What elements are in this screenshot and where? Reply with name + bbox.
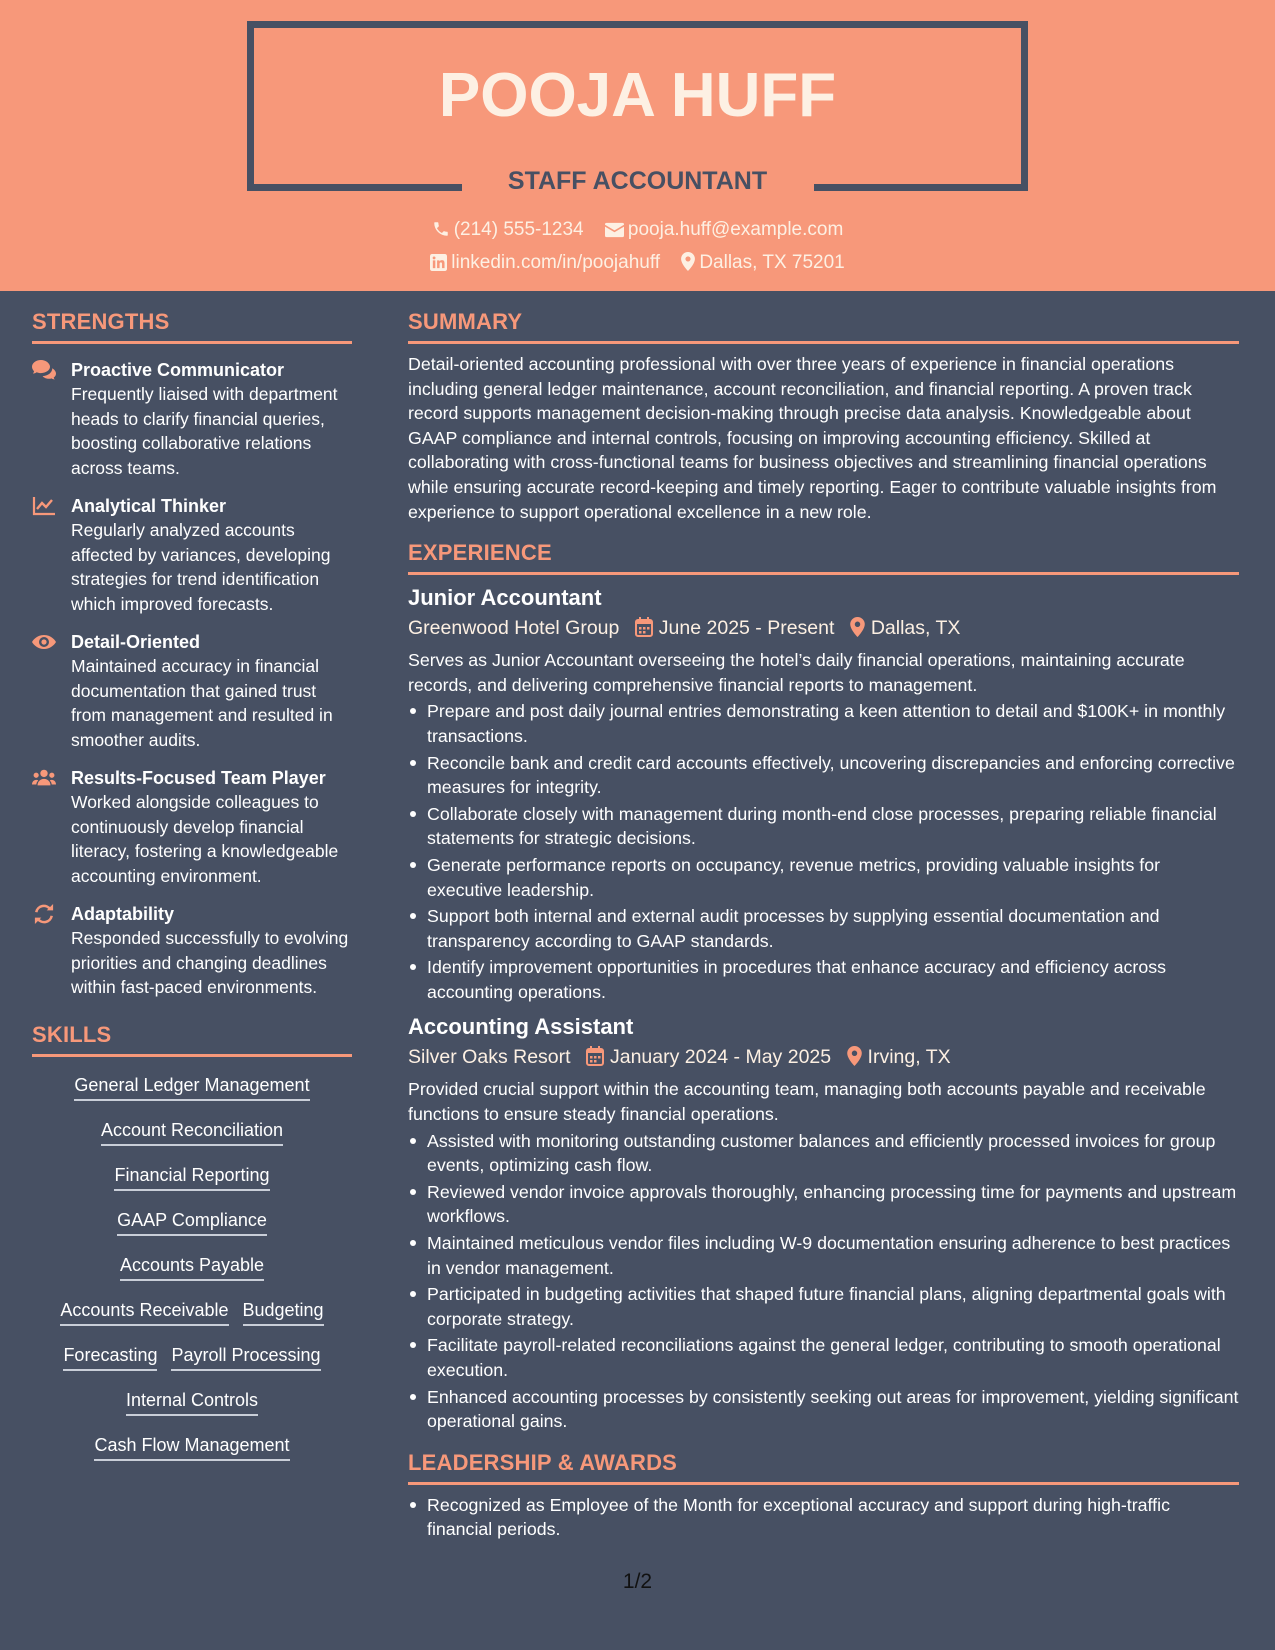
linkedin-icon <box>430 254 447 271</box>
job-company: Silver Oaks Resort <box>408 1046 571 1069</box>
strength-title: Proactive Communicator <box>71 360 285 380</box>
strengths-heading: STRENGTHS <box>32 309 170 334</box>
contact-row-1 <box>0 219 1275 241</box>
summary-rule <box>408 341 1239 344</box>
resume-header <box>0 0 1275 291</box>
job-bullets <box>408 1129 1239 1434</box>
job-dates: June 2025 - Present <box>658 617 835 640</box>
list-item: Participated in budgeting activities that shaped future financial plans, aligning departmental goals with corporate strategy. <box>408 1282 1239 1331</box>
map-marker-icon <box>681 252 695 271</box>
map-marker-icon <box>850 617 865 637</box>
strength-title: Detail-Oriented <box>71 632 201 652</box>
job-location: Dallas, TX <box>870 617 961 640</box>
skill-tag: Forecasting <box>63 1345 157 1371</box>
job-summary: Serves as Junior Accountant overseeing the hotel’s daily financial operations, maintaining accurate records, and delivering comprehensive financial reports to management. <box>408 650 1185 695</box>
calendar-icon <box>586 1046 604 1066</box>
leadership-rule <box>408 1482 1239 1485</box>
job-summary: Provided crucial support within the accounting team, managing both accounts payable and receivable functions to ensure steady financial operations. <box>408 1079 1206 1125</box>
phone-contact[interactable] <box>432 219 584 241</box>
map-marker-icon <box>847 1046 862 1066</box>
skill-tag: Financial Reporting <box>114 1165 269 1191</box>
job-meta <box>408 1046 1239 1069</box>
job-title: Junior Accountant <box>408 585 602 611</box>
list-item: Reconcile bank and credit card accounts effectively, uncovering discrepancies and enforcing corrective measures for integrity. <box>408 751 1239 800</box>
job-title: Accounting Assistant <box>408 1014 634 1040</box>
strength-title: Adaptability <box>71 904 175 924</box>
page-number: 1/2 <box>622 1570 653 1593</box>
skills-list <box>32 1075 352 1480</box>
list-item: Prepare and post daily journal entries demonstrating a keen attention to detail and $100K+ in monthly transactions. <box>408 699 1239 748</box>
skill-tag: Accounts Payable <box>120 1255 264 1281</box>
phone-icon <box>432 220 450 238</box>
location-contact <box>681 252 844 274</box>
strength-desc: Worked alongside colleagues to continuously develop financial literacy, fostering a knowledgeable accounting environment. <box>71 792 339 886</box>
strength-item <box>32 494 352 616</box>
skill-tag: Payroll Processing <box>171 1345 320 1371</box>
list-item: Enhanced accounting processes by consistently seeking out areas for improvement, yielding significant operational gains. <box>408 1385 1239 1434</box>
phone-text: (214) 555-1234 <box>453 219 584 240</box>
job-company: Greenwood Hotel Group <box>408 617 620 640</box>
skill-tag: Accounts Receivable <box>60 1300 228 1326</box>
job-location: Irving, TX <box>867 1046 951 1069</box>
strength-title: Analytical Thinker <box>71 496 227 516</box>
eye-icon <box>32 632 56 652</box>
comments-icon <box>32 360 56 380</box>
skills-heading: SKILLS <box>32 1021 112 1047</box>
list-item: Recognized as Employee of the Month for exceptional accuracy and support during high-traffic financial periods. <box>408 1493 1239 1542</box>
contact-row-2 <box>0 252 1275 274</box>
chart-line-icon <box>32 496 56 516</box>
candidate-role: STAFF ACCOUNTANT <box>507 167 768 195</box>
strengths-rule <box>32 341 352 344</box>
linkedin-text: linkedin.com/in/poojahuff <box>451 252 661 273</box>
strength-desc: Responded successfully to evolving priorities and changing deadlines within fast-paced environments. <box>71 928 349 997</box>
calendar-icon <box>635 617 653 637</box>
skills-rule <box>32 1054 352 1057</box>
list-item: Maintained meticulous vendor files including W-9 documentation ensuring adherence to best practices in vendor management. <box>408 1231 1239 1280</box>
strength-item <box>32 358 352 480</box>
list-item: Generate performance reports on occupancy, revenue metrics, providing valuable insights for executive leadership. <box>408 853 1239 902</box>
envelope-icon <box>605 222 624 238</box>
skill-tag: Cash Flow Management <box>94 1435 289 1461</box>
job-meta <box>408 617 1239 640</box>
strength-item <box>32 630 352 752</box>
experience-rule <box>408 572 1239 575</box>
leadership-heading: LEADERSHIP & AWARDS <box>408 1449 678 1475</box>
strength-item <box>32 902 352 1000</box>
right-column <box>408 291 1239 1542</box>
list-item: Support both internal and external audit processes by supplying essential documentation and transparency according to GAAP standards. <box>408 904 1239 953</box>
list-item: Reviewed vendor invoice approvals thoroughly, enhancing processing time for payments and upstream workflows. <box>408 1180 1239 1229</box>
list-item: Facilitate payroll-related reconciliations against the general ledger, contributing to smooth operational execution. <box>408 1333 1239 1382</box>
list-item: Identify improvement opportunities in procedures that enhance accuracy and efficiency across accounting operations. <box>408 955 1239 1004</box>
location-text: Dallas, TX 75201 <box>699 252 845 273</box>
skill-tag: Account Reconciliation <box>101 1120 283 1146</box>
skill-tag: Internal Controls <box>126 1390 258 1416</box>
email-contact[interactable] <box>605 219 843 241</box>
email-text: pooja.huff@example.com <box>627 219 844 240</box>
list-item: Assisted with monitoring outstanding customer balances and efficiently processed invoices for group events, optimizing cash flow. <box>408 1129 1239 1178</box>
job-bullets <box>408 699 1239 1004</box>
summary-heading: SUMMARY <box>408 309 523 334</box>
job-entry <box>408 585 1239 1004</box>
candidate-name: POOJA HUFF <box>438 61 837 130</box>
strength-desc: Maintained accuracy in financial documentation that gained trust from management and resulted in smoother audits. <box>71 656 333 750</box>
skill-tag: General Ledger Management <box>74 1075 309 1101</box>
strength-desc: Frequently liaised with department heads to clarify financial queries, boosting collaborative relations across teams. <box>71 384 338 478</box>
experience-heading: EXPERIENCE <box>408 540 552 566</box>
job-entry <box>408 1014 1239 1433</box>
strength-desc: Regularly analyzed accounts affected by variances, developing strategies for trend identification which improved forecasts. <box>71 520 331 614</box>
list-item: Collaborate closely with management during month-end close processes, preparing reliable financial statements for strategic decisions. <box>408 802 1239 851</box>
skill-tag: Budgeting <box>243 1300 324 1326</box>
left-column <box>32 291 352 1480</box>
leadership-bullets <box>408 1493 1239 1542</box>
linkedin-contact[interactable] <box>430 252 660 274</box>
skill-tag: GAAP Compliance <box>117 1210 267 1236</box>
sync-icon <box>32 904 56 924</box>
job-dates: January 2024 - May 2025 <box>609 1046 832 1069</box>
users-icon <box>32 768 56 788</box>
strength-title: Results-Focused Team Player <box>71 768 326 788</box>
summary-text: Detail-oriented accounting professional with over three years of experience in financial operations including general ledger maintenance, account reconciliation, and financial reporting. A proven track record supports management decision-making through precise data analysis. Knowledgeable about GAAP compliance and internal controls, focusing on improving accounting efficiency. Skilled at collaborating with cross-functional teams for business objectives and streamlining financial operations while ensuring accurate record-keeping and timely reporting. Eager to contribute valuable insights from experience to support operational excellence in a new role. <box>408 354 1217 522</box>
strength-item <box>32 766 352 888</box>
